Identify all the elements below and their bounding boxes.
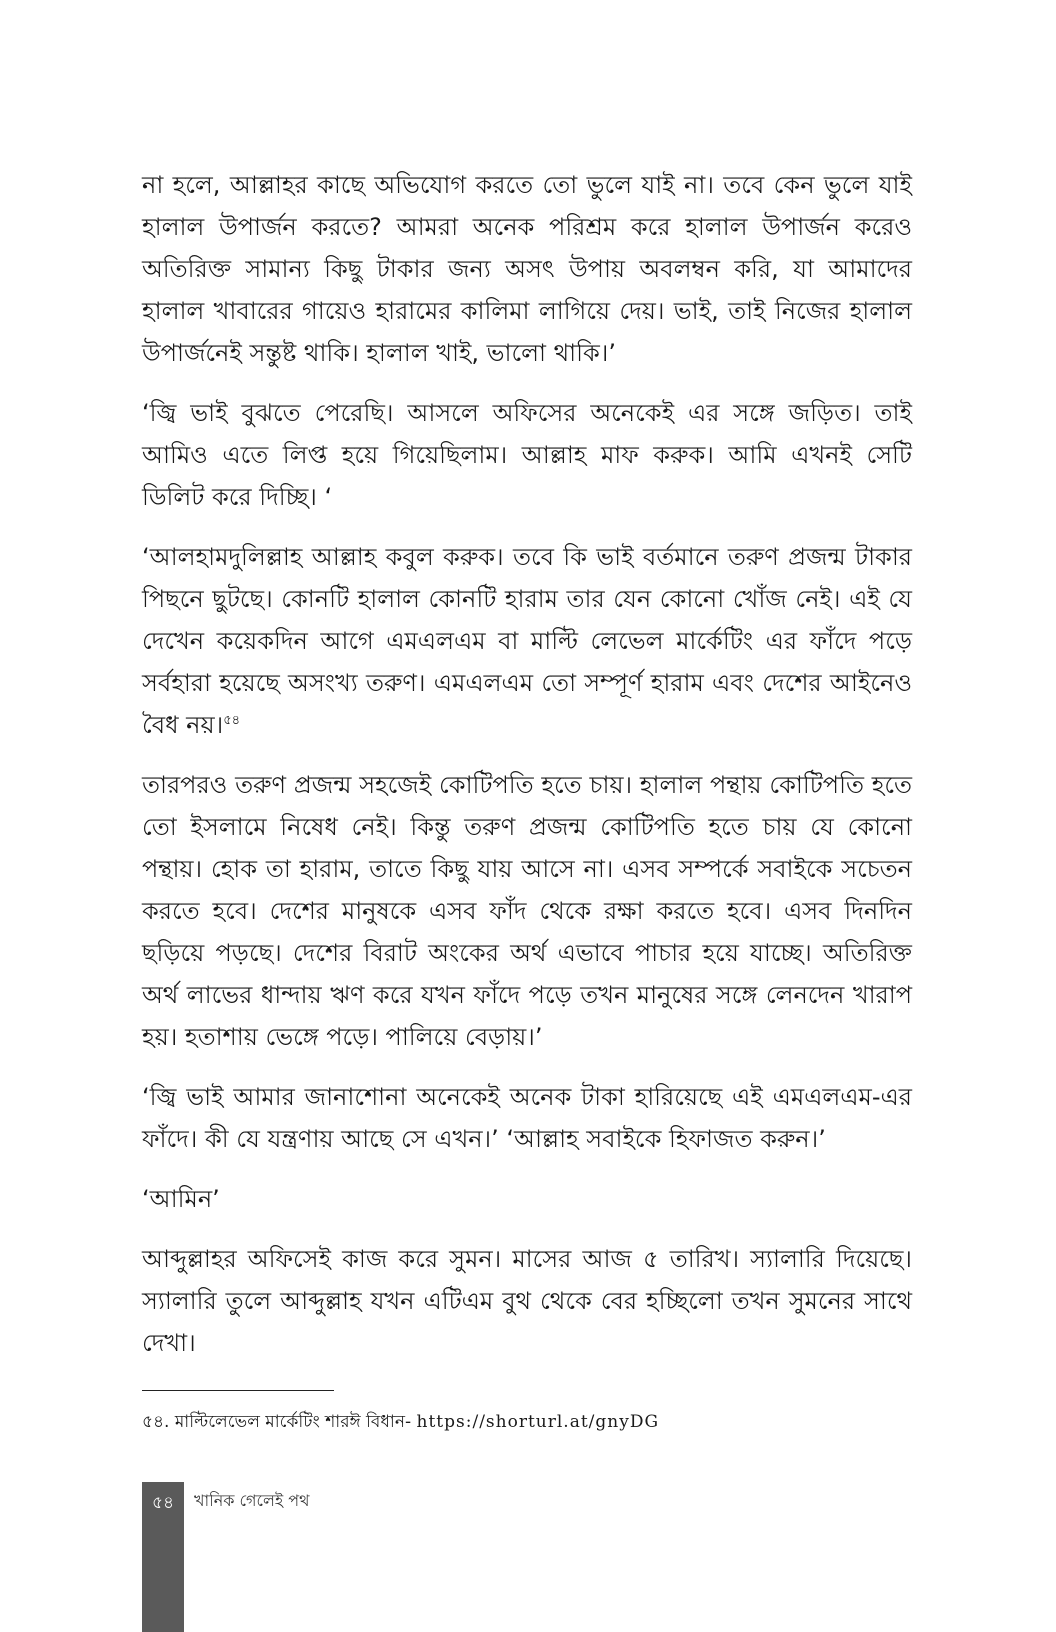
running-title: খানিক গেলেই পথ xyxy=(194,1491,310,1510)
footnote-link[interactable]: https://shorturl.at/gnyDG xyxy=(416,1412,660,1432)
page-number-tab xyxy=(142,1482,184,1632)
footnote-divider xyxy=(142,1390,334,1391)
body-text xyxy=(142,164,912,1382)
paragraph-4: তারপরও তরুণ প্রজন্ম সহজেই কোটিপতি হতে চায়। হালাল পন্থায় কোটিপতি হতে তো ইসলামে নিষেধ নেই। কিন্তু তরুণ প্রজন্ম কোটিপতি হতে চায় যে কোনো পন্থায়। হোক তা হারাম, তাতে কিছু যায় আসে না। এসব সম্পর্কে সবাইকে সচেতন করতে হবে। দেশের মানুষকে এসব ফাঁদ থেকে রক্ষা করতে হবে। এসব দিনদিন ছড়িয়ে পড়ছে। দেশের বিরাট অংকের অর্থ এভাবে পাচার হয়ে যাচ্ছে। অতিরিক্ত অর্থ লাভের ধান্দায় ঋণ করে যখন ফাঁদে পড়ে তখন মানুষের সঙ্গে লেনদেন খারাপ হয়। হতাশায় ভেঙ্গে পড়ে। পালিয়ে বেড়ায়।’ xyxy=(142,771,912,1051)
paragraph-3 xyxy=(142,536,912,746)
paragraph-3-text: ‘আলহামদুলিল্লাহ আল্লাহ কবুল করুক। তবে কি ভাই বর্তমানে তরুণ প্রজন্ম টাকার পিছনে ছুটছে। কোনটি হালাল কোনটি হারাম তার যেন কোনো খোঁজ নেই। এই যে দেখেন কয়েকদিন আগে এমএলএম বা মাল্টি লেভেল মার্কেটিং এর ফাঁদে পড়ে সর্বহারা হয়েছে অসংখ্য তরুণ। এমএলএম তো সম্পূর্ণ হারাম এবং দেশের আইনেও বৈধ নয়। xyxy=(142,543,912,739)
paragraph-6: ‘আমিন’ xyxy=(142,1185,220,1213)
footnote-marker[interactable]: ৫৪ xyxy=(223,713,241,728)
paragraph-2: ‘জ্বি ভাই বুঝতে পেরেছি। আসলে অফিসের অনেকেই এর সঙ্গে জড়িত। তাই আমিও এতে লিপ্ত হয়ে গিয়েছিলাম। আল্লাহ মাফ করুক। আমি এখনই সেটি ডিলিট করে দিচ্ছি। ‘ xyxy=(142,399,912,511)
paragraph-7: আব্দুল্লাহর অফিসেই কাজ করে সুমন। মাসের আজ ৫ তারিখ। স্যালারি দিয়েছে। স্যালারি তুলে আব্দুল্লাহ যখন এটিএম বুথ থেকে বের হচ্ছিলো তখন সুমনের সাথে দেখা। xyxy=(142,1245,912,1357)
page-number: ৫৪ xyxy=(151,1493,175,1513)
paragraph-5: ‘জ্বি ভাই আমার জানাশোনা অনেকেই অনেক টাকা হারিয়েছে এই এমএলএম-এর ফাঁদে। কী যে যন্ত্রণায় আছে সে এখন।’ ‘আল্লাহ সবাইকে হিফাজত করুন।’ xyxy=(142,1083,912,1153)
footnote xyxy=(142,1408,912,1436)
paragraph-1: না হলে, আল্লাহর কাছে অভিযোগ করতে তো ভুলে যাই না। তবে কেন ভুলে যাই হালাল উপার্জন করতে? আমরা অনেক পরিশ্রম করে হালাল উপার্জন করেও অতিরিক্ত সামান্য কিছু টাকার জন্য অসৎ উপায় অবলম্বন করি, যা আমাদের হালাল খাবারের গায়েও হারামের কালিমা লাগিয়ে দেয়। ভাই, তাই নিজের হালাল উপার্জনেই সন্তুষ্ট থাকি। হালাল খাই, ভালো থাকি।’ xyxy=(142,171,912,367)
footnote-text: ৫৪. মাল্টিলেভেল মার্কেটিং শারঈ বিধান- xyxy=(142,1412,412,1432)
